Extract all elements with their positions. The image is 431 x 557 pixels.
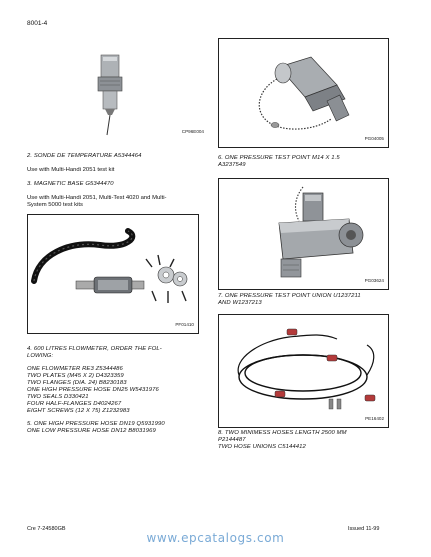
parts-list-item: FOUR HALF-FLANGES D4024267 <box>27 401 122 407</box>
parts-list-item: TWO SEALS D330421 <box>27 394 89 400</box>
test-point-drawing <box>219 39 388 147</box>
minimess-hoses-image <box>218 314 389 428</box>
temperature-sensor-image <box>27 45 207 137</box>
flowmeter-image <box>27 214 199 334</box>
minimess-caption-line: 8. TWO MINIMESS HOSES LENGTH 2500 MM <box>218 430 347 436</box>
union-caption <box>218 293 393 307</box>
flowmeter-drawing <box>28 215 198 333</box>
parts-list-item: TWO FLANGES (DIA. 24) B8230183 <box>27 380 127 386</box>
flowmeter-caption <box>27 346 219 360</box>
minimess-caption-line: TWO HOSE UNIONS C5144412 <box>218 444 306 450</box>
test-point-caption-line: A3237549 <box>218 162 246 168</box>
flowmeter-parts-list <box>27 366 219 415</box>
minimess-caption <box>218 430 393 451</box>
watermark: www.epcatalogs.com <box>146 531 285 545</box>
test-point-ref: PG04005 <box>364 136 384 141</box>
flowmeter-caption-line: LOWING: <box>27 353 54 359</box>
test-point-caption <box>218 155 393 169</box>
footer-issue-date: Issued 11-99 <box>348 526 380 532</box>
test-point-caption-line: 6. ONE PRESSURE TEST POINT M14 X 1.5 <box>218 155 340 161</box>
footer-document-code: Cre 7-24580GB <box>27 526 66 532</box>
minimess-drawing <box>219 315 388 427</box>
sensor-note: Use with Multi-Handi 2051 test kit <box>27 167 115 173</box>
hoses-caption-line: 5. ONE HIGH PRESSURE HOSE DN19 Q5931990 <box>27 421 165 427</box>
parts-list-item: TWO PLATES (M45 X 2) D4323359 <box>27 373 124 379</box>
hoses-caption-line: ONE LOW PRESSURE HOSE DN12 B8031969 <box>27 428 156 434</box>
union-caption-line: AND W1237213 <box>218 300 262 306</box>
hoses-caption <box>27 421 219 435</box>
union-drawing <box>219 179 388 289</box>
flowmeter-caption-line: 4. 600 LITRES FLOWMETER, ORDER THE FOL- <box>27 346 162 352</box>
sensor-drawing <box>27 45 207 137</box>
magnetic-base-caption: 3. MAGNETIC BASE G5344470 <box>27 181 114 187</box>
parts-list-item: ONE FLOWMETER RE3 Z5344486 <box>27 366 123 372</box>
union-ref: PG03624 <box>364 278 384 283</box>
union-caption-line: 7. ONE PRESSURE TEST POINT UNION U1237211 <box>218 293 361 299</box>
flowmeter-ref: PF01410 <box>175 322 194 327</box>
test-point-union-image <box>218 178 389 290</box>
minimess-caption-line: P2144487 <box>218 437 246 443</box>
magnetic-base-note-line: System 5000 test kits <box>27 202 83 209</box>
page-number: 8001-4 <box>27 20 48 27</box>
sensor-ref: CP96E004 <box>181 129 204 134</box>
parts-list-item: EIGHT SCREWS (12 X 75) Z1232983 <box>27 408 130 414</box>
minimess-ref: PE16402 <box>365 416 384 421</box>
parts-list-item: ONE HIGH PRESSURE HOSE DN25 W5431976 <box>27 387 159 393</box>
sensor-caption: 2. SONDE DE TEMPERATURE A5344464 <box>27 153 142 159</box>
magnetic-base-note <box>27 195 217 210</box>
pressure-test-point-image <box>218 38 389 148</box>
magnetic-base-note-line: Use with Multi-Handi 2051, Multi-Test 4020 and Multi- <box>27 195 167 201</box>
